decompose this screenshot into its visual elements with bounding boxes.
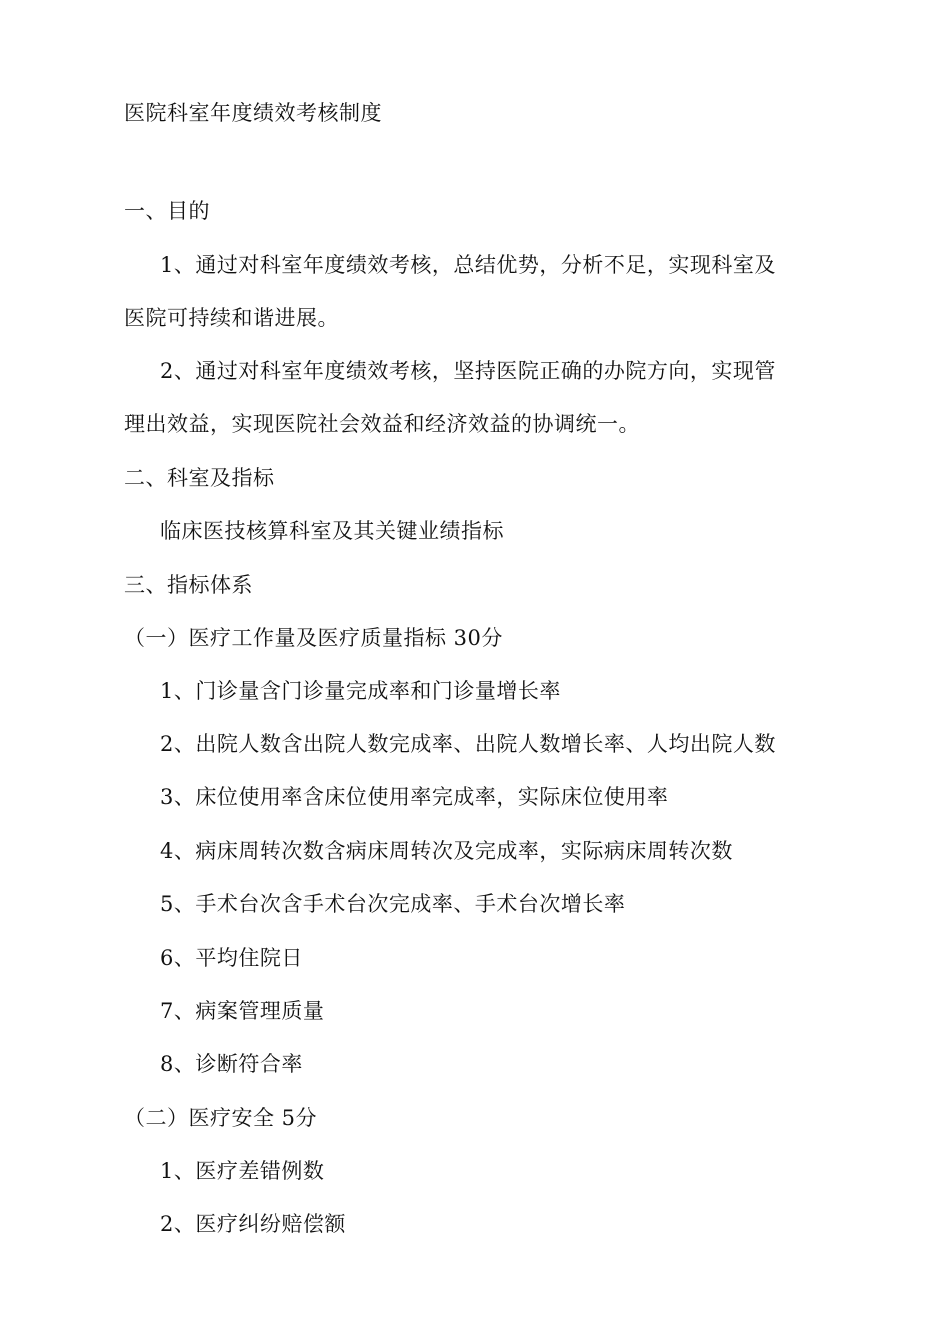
section-heading-indicators: 三、指标体系 [124,573,253,597]
list-item: 2、出院人数含出院人数完成率、出院人数增长率、人均出院人数 [160,732,776,756]
list-item: 3、床位使用率含床位使用率完成率，实际床位使用率 [160,785,669,809]
list-item: 1、门诊量含门诊量完成率和门诊量增长率 [160,679,561,703]
list-item: 8、诊断符合率 [160,1052,303,1076]
subsection-heading-workload: （一）医疗工作量及医疗质量指标 30分 [124,626,503,650]
purpose-item-2-line-1: 2、通过对科室年度绩效考核，坚持医院正确的办院方向，实现管 [160,359,776,383]
purpose-item-1-line-1: 1、通过对科室年度绩效考核，总结优势，分析不足，实现科室及 [160,253,776,277]
subsection-heading-safety: （二）医疗安全 5分 [124,1106,318,1130]
section-heading-departments: 二、科室及指标 [124,466,275,490]
list-item: 1、医疗差错例数 [160,1159,325,1183]
list-item: 7、病案管理质量 [160,999,325,1023]
list-item: 6、平均住院日 [160,946,303,970]
list-item: 4、病床周转次数含病床周转次及完成率，实际病床周转次数 [160,839,733,863]
section-heading-purpose: 一、目的 [124,199,210,223]
purpose-item-2-line-2: 理出效益，实现医院社会效益和经济效益的协调统一。 [124,412,640,436]
list-item: 5、手术台次含手术台次完成率、手术台次增长率 [160,892,626,916]
purpose-item-1-line-2: 医院可持续和谐进展。 [124,306,339,330]
departments-text: 临床医技核算科室及其关键业绩指标 [160,519,504,543]
list-item: 2、医疗纠纷赔偿额 [160,1212,346,1236]
document-title: 医院科室年度绩效考核制度 [124,101,382,125]
